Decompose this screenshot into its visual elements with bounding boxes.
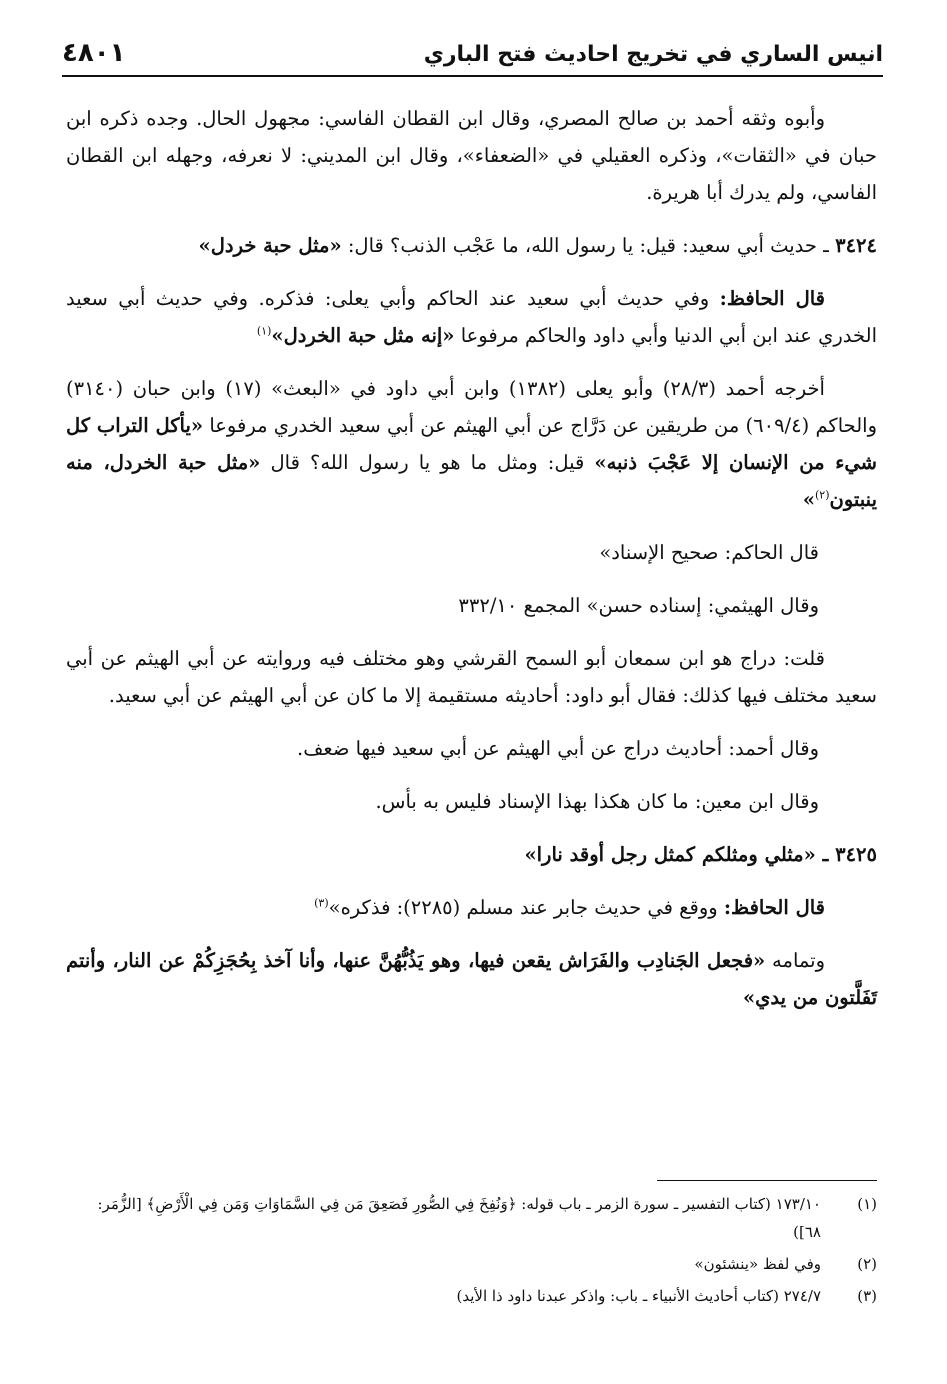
footnote-1	[70, 1190, 877, 1246]
hadith-number: ٣٤٢٤	[835, 234, 877, 257]
paragraph-ahmad: وقال أحمد: أحاديث دراج عن أبي الهيثم عن أبي سعيد فيها ضعف.	[297, 737, 819, 760]
footnote-number: (١)	[857, 1195, 877, 1213]
paragraph-author-note: قلت: دراج هو ابن سمعان أبو السمح القرشي وهو مختلف فيه وروايته عن أبي الهيثم عن أبي سعيد مختلف فيها كذلك: فقال أبو داود: أحاديثه مستقيمة إلا ما كان عن أبي الهيثم عن أبي سعيد.	[66, 647, 877, 707]
quote-bold: «مثل حبة الخردل، منه ينبتون	[66, 451, 877, 511]
footnote-number: (٣)	[857, 1287, 877, 1305]
quote-bold: «إنه مثل حبة الخردل»	[271, 324, 455, 347]
paragraph-hafiz-comment: قال الحافظ: وفي حديث أبي سعيد عند الحاكم وأبي يعلى: فذكره. وفي حديث أبي سعيد الخدري عند ابن أبي الدنيا وأبي داود والحاكم مرفوعا «إنه مثل حبة الخردل»$^{(١)}$	[66, 287, 877, 347]
paragraph-takhrij: أخرجه أحمد (٢٨/٣) وأبو يعلى (١٣٨٢) وابن أبي داود في «البعث» (١٧) وابن حبان (٣١٤٠) والحاكم (٦٠٩/٤) من طريقين عن دَرَّاج عن أبي الهيثم عن أبي سعيد الخدري مرفوعا «يأكل التراب كل شيء من الإنسان إلا عَجْبَ ذنبه» قيل: ومثل ما هو يا رسول الله؟ قال «مثل حبة الخردل، منه ينبتون$^{(٢)}$»	[66, 377, 878, 511]
main-text	[66, 100, 877, 1032]
footnotes	[70, 1190, 877, 1314]
quote-bold: «فجعل الجَنادِب والفَرَاش يقعن فيها، وهو يَذُبُّهُنَّ عنها، وأنا آخذ بِحُجَزِكُمْ عن النار، وأنتم تَفَلَّتون من يدي»	[66, 949, 877, 1009]
footnote-text: ١٧٣/١٠ (كتاب التفسير ـ سورة الزمر ـ باب قوله: ﴿وَنُفِخَ فِي الصُّورِ فَصَعِقَ مَن فِي السَّمَاوَاتِ وَمَن فِي الْأَرْضِ﴾ [الزُّمَر: ٦٨])	[97, 1195, 821, 1241]
footnote-rule	[657, 1180, 877, 1181]
footnote-ref-2[interactable]: (٢)	[815, 488, 830, 502]
paragraph-hafiz-comment-2: قال الحافظ: ووقع في حديث جابر عند مسلم (٢٢٨٥): فذكره»$^{(٣)}$	[314, 896, 825, 919]
header-rule	[62, 75, 883, 77]
hafiz-label: قال الحافظ:	[723, 896, 825, 919]
paragraph-hakim: قال الحاكم: صحيح الإسناد»	[599, 541, 819, 564]
paragraph-completion: وتمامه «فجعل الجَنادِب والفَرَاش يقعن فيها، وهو يَذُبُّهُنَّ عنها، وأنا آخذ بِحُجَزِكُمْ عن النار، وأنتم تَفَلَّتون من يدي»	[66, 949, 877, 1009]
footnote-3	[70, 1282, 877, 1310]
paragraph-haythami: وقال الهيثمي: إسناده حسن» المجمع ٣٣٢/١٠	[458, 594, 819, 617]
paragraph-narrator-note: وأبوه وثقه أحمد بن صالح المصري، وقال ابن القطان الفاسي: مجهول الحال. وجده ذكره ابن حبان في «الثقات»، وذكره العقيلي في «الضعفاء»، وقال ابن المديني: لا نعرفه، وجهله ابن القطان الفاسي، ولم يدرك أبا هريرة.	[66, 107, 877, 204]
book-title: انيس الساري في تخريج احاديث فتح الباري	[423, 42, 883, 67]
hafiz-label: قال الحافظ:	[719, 287, 825, 310]
footnote-ref-1[interactable]: (١)	[256, 324, 272, 338]
page-number: ٤٨٠١	[62, 38, 126, 68]
quote-bold: «يأكل التراب كل شيء من الإنسان إلا عَجْبَ ذنبه»	[66, 414, 878, 474]
hadith-3424-heading	[66, 227, 877, 264]
footnote-text: ٢٧٤/٧ (كتاب أحاديث الأنبياء ـ باب: واذكر عبدنا داود ذا الأيد)	[456, 1287, 821, 1305]
paragraph-ibn-maeen: وقال ابن معين: ما كان هكذا بهذا الإسناد فليس به بأس.	[375, 790, 819, 813]
footnote-2	[70, 1250, 877, 1278]
footnote-number: (٢)	[857, 1255, 877, 1273]
footnote-ref-3[interactable]: (٣)	[314, 896, 329, 910]
footnote-text: وفي لفظ «ينشئون»	[694, 1255, 821, 1273]
running-header	[62, 34, 883, 74]
hadith-text: ـ حديث أبي سعيد: قيل: يا رسول الله، ما عَجْب الذنب؟ قال:	[347, 234, 829, 257]
hadith-3425-heading: ٣٤٢٥ ـ «مثلي ومثلكم كمثل رجل أوقد نارا»	[524, 843, 877, 866]
hadith-bold-text: «مثل حبة خردل»	[198, 234, 342, 257]
